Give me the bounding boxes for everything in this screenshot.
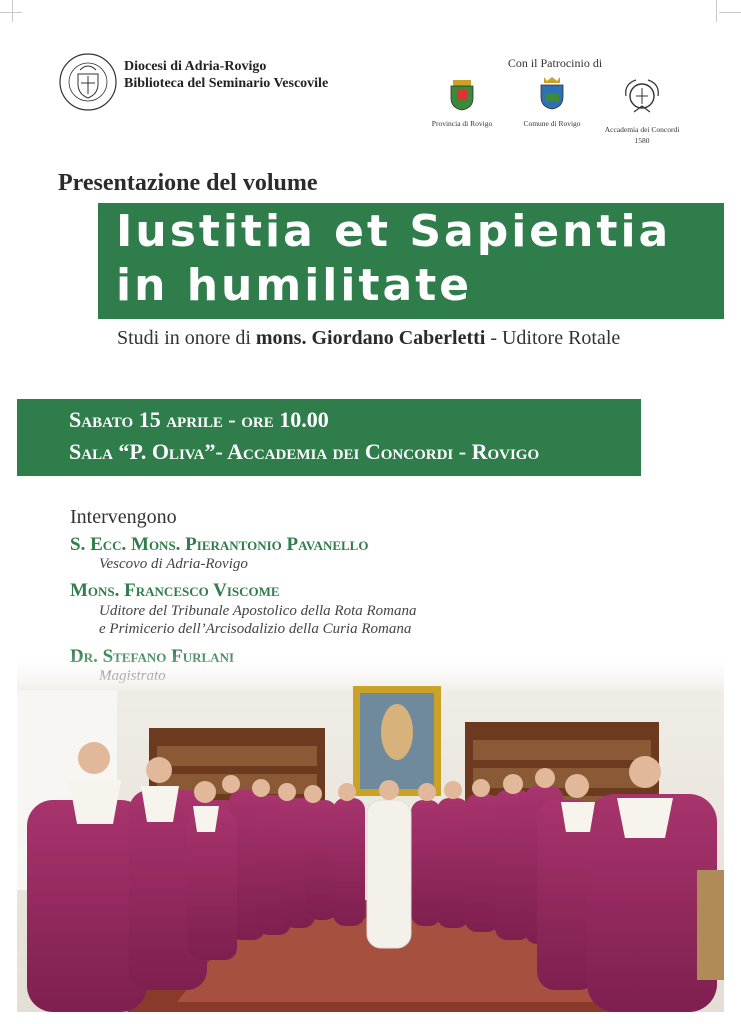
book-title-line2: in humilitate xyxy=(116,260,473,311)
speaker-role: Vescovo di Adria-Rovigo xyxy=(99,556,248,572)
book-title-banner xyxy=(98,203,724,319)
book-subtitle xyxy=(117,327,620,350)
patron-accademia xyxy=(600,74,684,145)
speaker-name: S. Ecc. Mons. Pierantonio Pavanello xyxy=(70,534,369,555)
event-date: Sabato 15 aprile - ore 10.00 xyxy=(69,407,329,432)
speaker-role: e Primicerio dell’Arcisodalizio della Curia Romana xyxy=(99,621,412,637)
patron-label: Accademia dei Concordi xyxy=(604,125,680,134)
speaker-name: Mons. Francesco Viscome xyxy=(70,580,280,601)
patron-provincia xyxy=(430,74,494,128)
subtitle-honoree: mons. Giordano Caberletti xyxy=(255,327,486,349)
accademia-emblem-icon xyxy=(620,74,664,118)
diocese-name: Diocesi di Adria-Rovigo xyxy=(124,59,267,74)
subtitle-suffix: - Uditore Rotale xyxy=(485,327,621,349)
crop-mark xyxy=(12,0,13,22)
patron-year: 1580 xyxy=(634,136,650,145)
provincia-coat-of-arms-icon xyxy=(447,74,477,112)
subtitle-prefix: Studi in onore di xyxy=(117,327,256,349)
patronage-title: Con il Patrocinio di xyxy=(507,56,603,70)
event-banner xyxy=(17,399,641,476)
patron-label: Provincia di Rovigo xyxy=(431,119,493,128)
library-name: Biblioteca del Seminario Vescovile xyxy=(124,76,329,91)
group-photo xyxy=(17,650,724,1012)
book-title-line1: Iustitia et Sapientia xyxy=(116,206,672,257)
speakers-heading: Intervengono xyxy=(70,506,177,528)
event-venue: Sala “P. Oliva”- Accademia dei Concordi - Rovigo xyxy=(69,439,540,464)
seminary-seal-icon xyxy=(58,52,118,112)
crop-mark xyxy=(0,12,22,13)
patron-comune xyxy=(520,74,584,128)
patron-label: Comune di Rovigo xyxy=(523,119,581,128)
comune-coat-of-arms-icon xyxy=(537,74,567,112)
speaker-role: Uditore del Tribunale Apostolico della Rota Romana xyxy=(99,603,417,619)
presentation-heading: Presentazione del volume xyxy=(58,170,318,196)
crop-mark xyxy=(719,12,741,13)
crop-mark xyxy=(716,0,717,22)
